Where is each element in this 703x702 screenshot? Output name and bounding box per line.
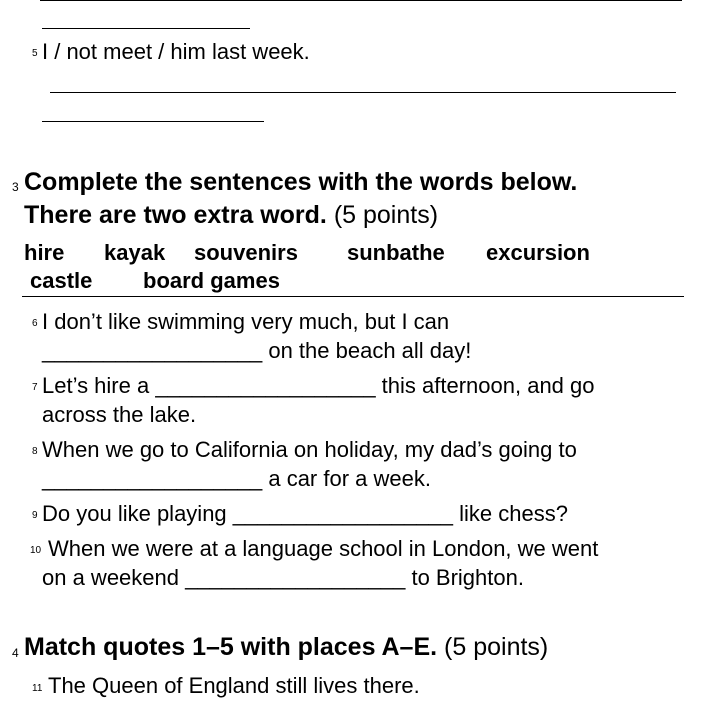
item-text: on a weekend __________________ to Brighton.: [42, 565, 524, 590]
section-title: Match quotes 1–5 with places A–E.: [24, 633, 438, 661]
section-title: Complete the sentences with the words below.: [24, 168, 578, 196]
item-text: __________________ on the beach all day!: [42, 338, 472, 363]
word-bank-underline: [22, 296, 684, 297]
item-number: 5: [32, 48, 38, 59]
points-label: (5 points): [333, 201, 439, 229]
item-text: I don’t like swimming very much, but I can: [42, 309, 450, 334]
item-number: 7: [32, 382, 38, 393]
word-bank-item: kayak: [104, 240, 166, 265]
answer-line: [42, 121, 264, 122]
item-number: 9: [32, 510, 38, 521]
item-text: When we go to California on holiday, my dad’s going to: [42, 437, 577, 462]
item-text: I / not meet / him last week.: [42, 39, 310, 64]
section-number: 4: [12, 646, 19, 660]
item-number: 10: [30, 545, 42, 556]
item-number: 11: [32, 683, 43, 694]
word-bank-item: excursion: [486, 240, 590, 265]
points-label: (5 points): [444, 633, 549, 661]
section-title: There are two extra word.: [24, 201, 327, 229]
word-bank-item: hire: [24, 240, 65, 265]
word-bank-item: sunbathe: [347, 240, 445, 265]
item-text: across the lake.: [42, 402, 197, 427]
item-number: 8: [32, 446, 38, 457]
answer-line: [42, 28, 250, 29]
item-text: The Queen of England still lives there.: [48, 673, 420, 698]
item-number: 6: [32, 318, 38, 329]
answer-line: [40, 0, 682, 1]
item-text: When we were at a language school in London, we went: [48, 536, 599, 561]
word-bank-item: souvenirs: [194, 240, 298, 265]
section-number: 3: [12, 180, 19, 194]
item-text: Do you like playing __________________ like chess?: [42, 501, 568, 526]
word-bank-item: castle: [30, 268, 93, 293]
item-text: Let’s hire a __________________ this afternoon, and go: [42, 373, 595, 398]
item-text: __________________ a car for a week.: [42, 466, 431, 491]
answer-line: [50, 92, 676, 93]
word-bank-item: board games: [143, 268, 280, 293]
section-title-line: [24, 633, 548, 662]
section-title-line2: [24, 201, 438, 230]
